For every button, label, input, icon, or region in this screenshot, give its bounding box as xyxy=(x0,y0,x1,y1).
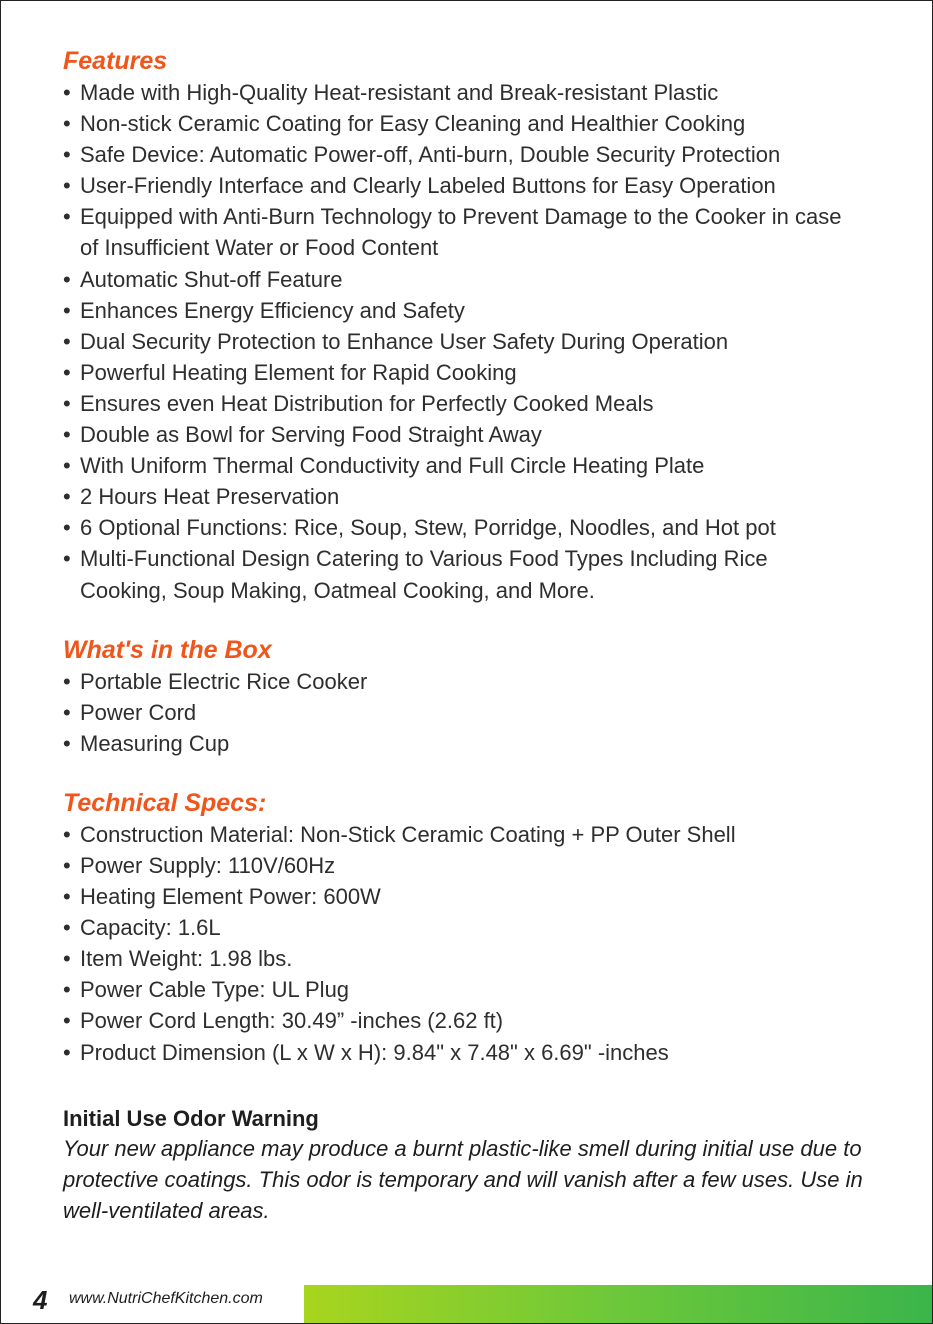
specs-heading: Technical Specs: xyxy=(63,788,267,817)
list-item: • Ensures even Heat Distribution for Perfectly Cooked Meals xyxy=(63,388,883,419)
list-item: • Power Cord Length: 30.49” -inches (2.62 ft) xyxy=(63,1005,883,1036)
list-item: • Product Dimension (L x W x H): 9.84" x 7.48" x 6.69" -inches xyxy=(63,1037,883,1068)
list-item: • Capacity: 1.6L xyxy=(63,912,883,943)
list-item: • Power Cord xyxy=(63,697,883,728)
list-item: • Safe Device: Automatic Power-off, Anti-burn, Double Security Protection xyxy=(63,139,883,170)
list-item: • Dual Security Protection to Enhance User Safety During Operation xyxy=(63,326,883,357)
list-item: • Automatic Shut-off Feature xyxy=(63,264,883,295)
page-content xyxy=(63,45,883,1226)
list-item: • Power Supply: 110V/60Hz xyxy=(63,850,883,881)
list-item: • 6 Optional Functions: Rice, Soup, Stew, Porridge, Noodles, and Hot pot xyxy=(63,512,883,543)
specs-list xyxy=(63,819,883,1068)
list-item: • 2 Hours Heat Preservation xyxy=(63,481,883,512)
list-item: • Item Weight: 1.98 lbs. xyxy=(63,943,883,974)
list-item: • Measuring Cup xyxy=(63,728,883,759)
odor-warning-heading: Initial Use Odor Warning xyxy=(63,1105,319,1131)
website-link[interactable]: www.NutriChefKitchen.com xyxy=(69,1290,263,1307)
box-heading: What's in the Box xyxy=(63,635,272,664)
list-item: • Double as Bowl for Serving Food Straight Away xyxy=(63,419,883,450)
list-item: • Power Cable Type: UL Plug xyxy=(63,974,883,1005)
list-item: • Equipped with Anti-Burn Technology to Prevent Damage to the Cooker in case of Insufficient Water or Food Content xyxy=(63,201,850,263)
list-item: • Heating Element Power: 600W xyxy=(63,881,883,912)
list-item: • Made with High-Quality Heat-resistant and Break-resistant Plastic xyxy=(63,77,883,108)
odor-warning-text: Your new appliance may produce a burnt plastic-like smell during initial use due to protective coatings. This odor is temporary and will vanish after a few uses. Use in well-ventilated areas. xyxy=(63,1135,863,1223)
list-item: • Multi-Functional Design Catering to Various Food Types Including Rice Cooking, Soup Making, Oatmeal Cooking, and More. xyxy=(63,543,850,605)
features-heading: Features xyxy=(63,47,168,75)
features-list xyxy=(63,77,883,606)
box-contents-list xyxy=(63,666,883,759)
list-item: • With Uniform Thermal Conductivity and Full Circle Heating Plate xyxy=(63,450,883,481)
footer-accent-bar xyxy=(304,1285,932,1323)
list-item: • Portable Electric Rice Cooker xyxy=(63,666,883,697)
list-item: • Powerful Heating Element for Rapid Cooking xyxy=(63,357,883,388)
list-item: • Non-stick Ceramic Coating for Easy Cleaning and Healthier Cooking xyxy=(63,108,883,139)
list-item: • Construction Material: Non-Stick Ceramic Coating + PP Outer Shell xyxy=(63,819,883,850)
list-item: • Enhances Energy Efficiency and Safety xyxy=(63,295,883,326)
list-item: • User-Friendly Interface and Clearly Labeled Buttons for Easy Operation xyxy=(63,170,883,201)
page-footer xyxy=(1,1283,932,1323)
page-number: 4 xyxy=(33,1285,48,1315)
